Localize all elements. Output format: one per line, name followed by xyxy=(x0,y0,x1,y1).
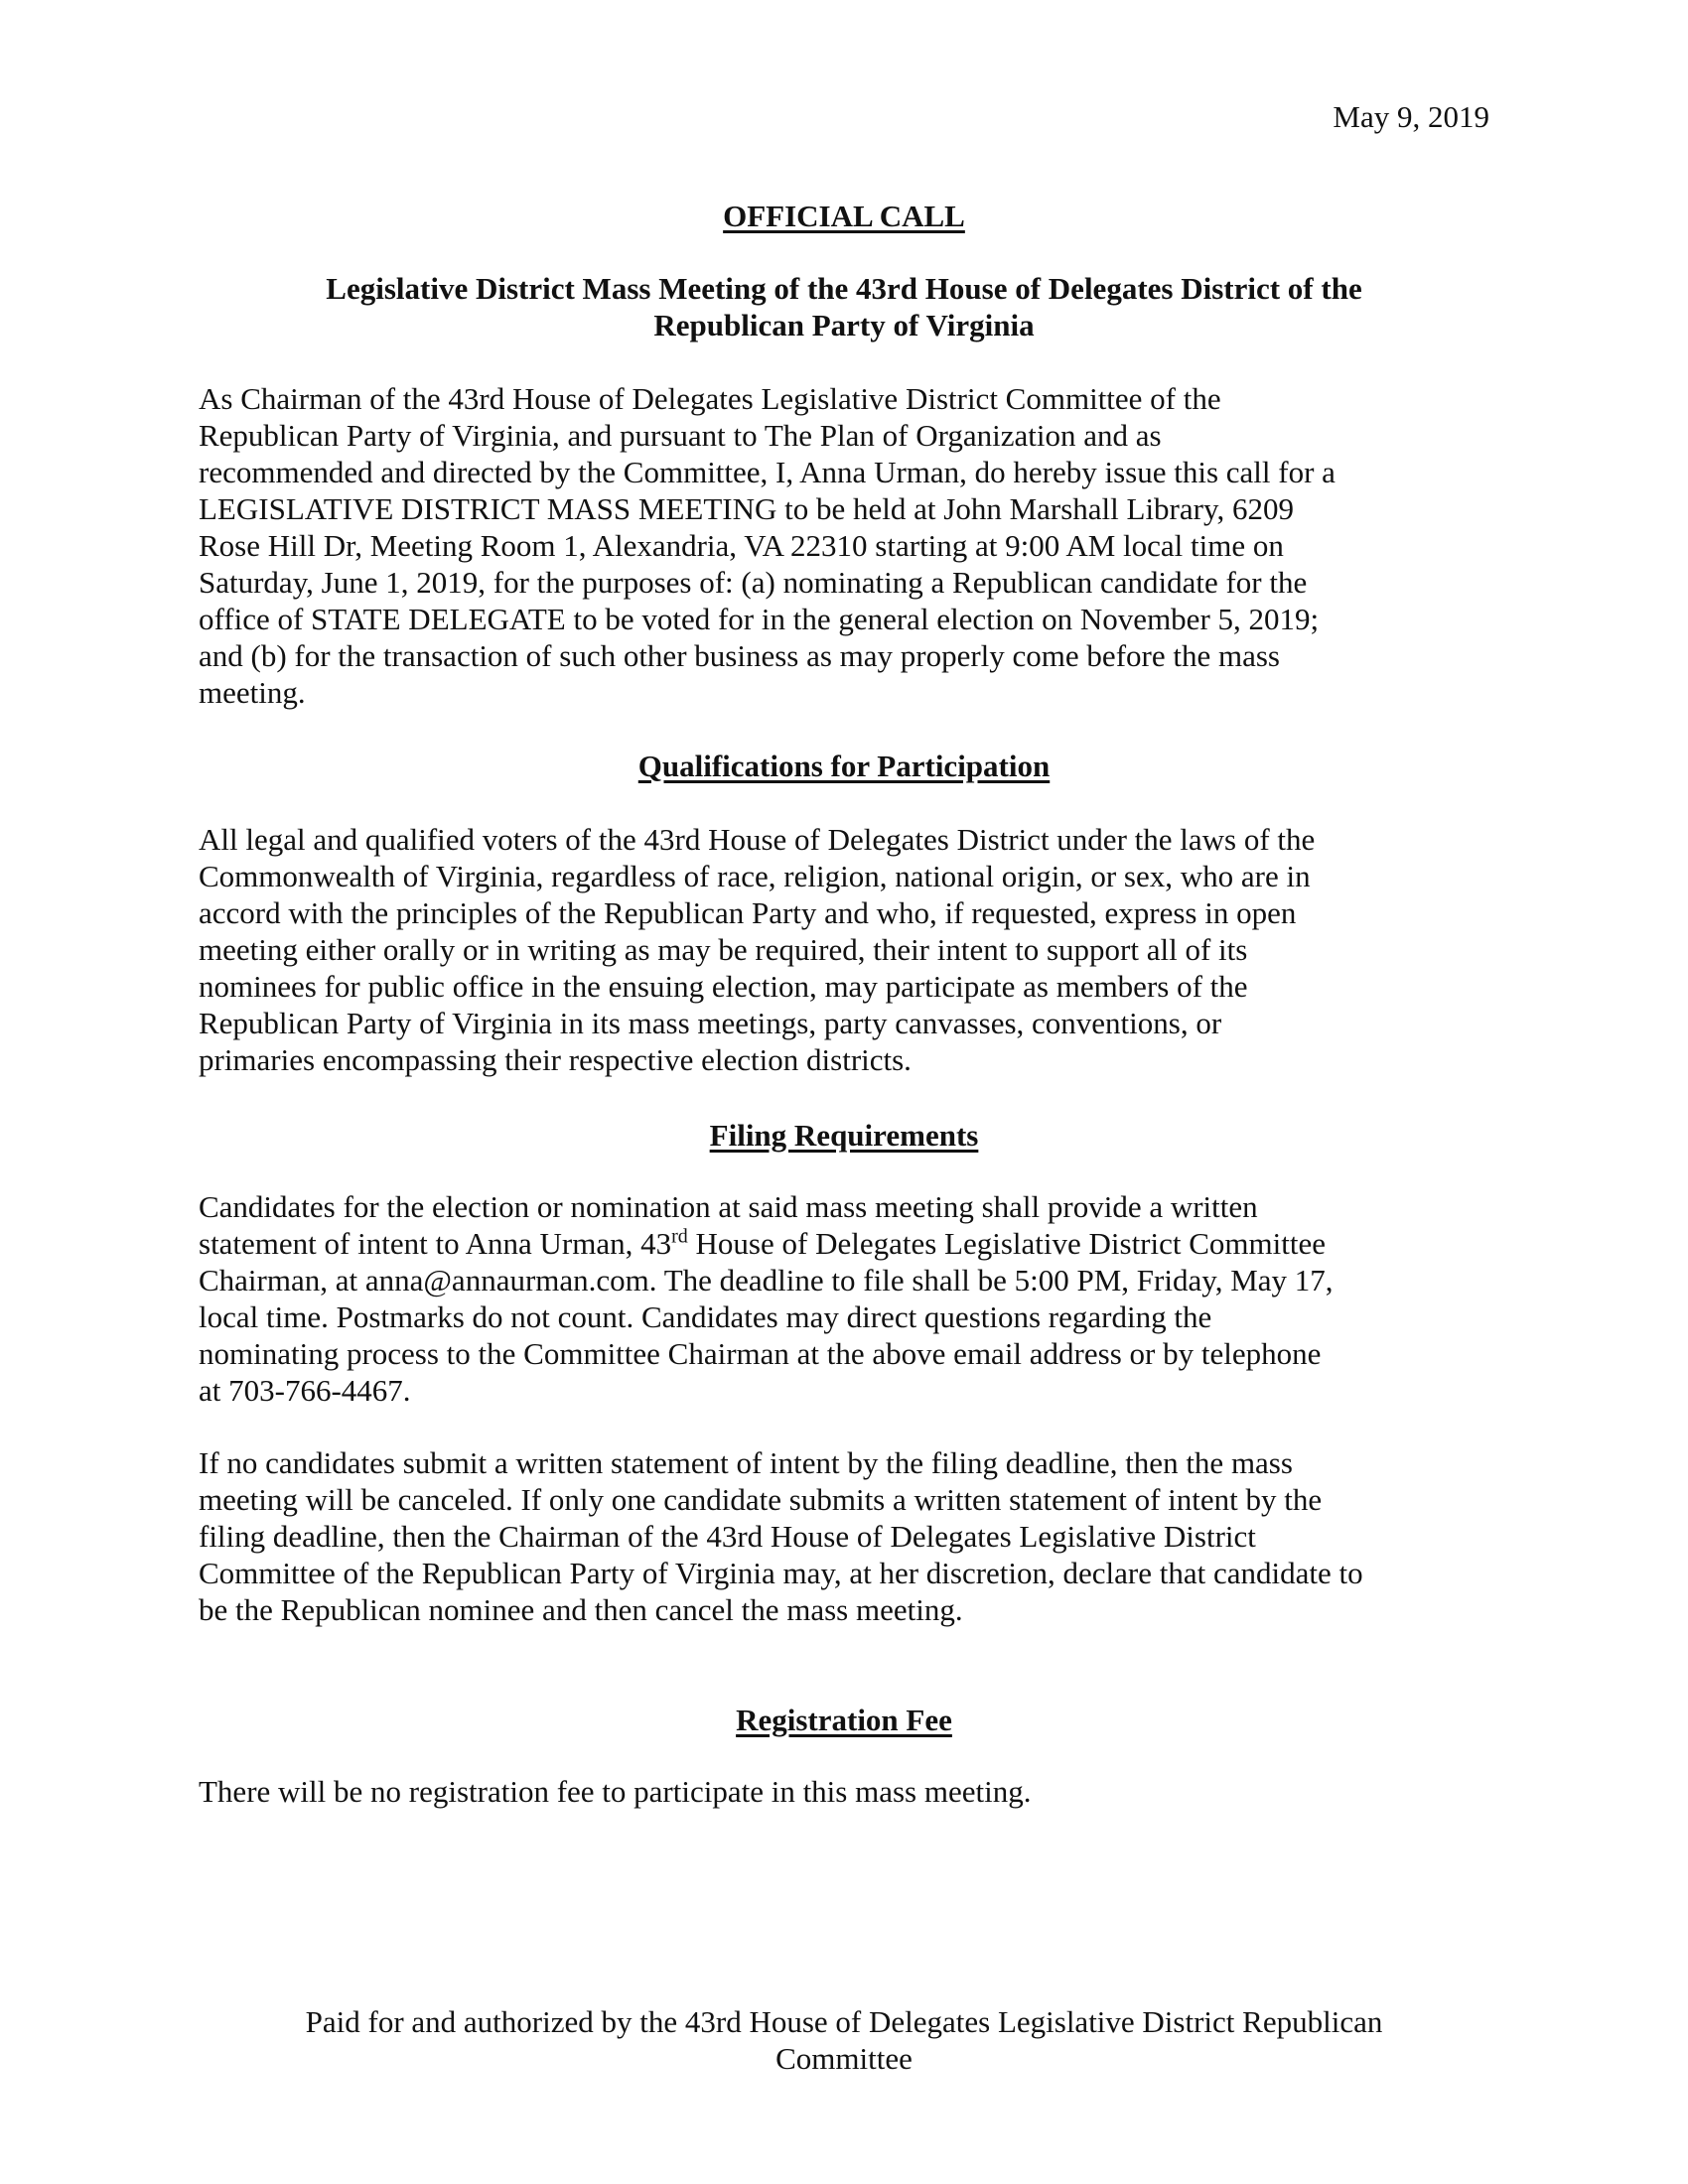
filing-paragraph-1 xyxy=(199,1188,1489,1409)
qualifications-line: meeting either orally or in writing as may be required, their intent to support all of its xyxy=(199,932,1248,967)
document-date: May 9, 2019 xyxy=(1333,99,1489,134)
ordinal-suffix: rd xyxy=(671,1225,688,1248)
filing-line: filing deadline, then the Chairman of the 43rd House of Delegates Legislative District xyxy=(199,1519,1256,1554)
filing-line: local time. Postmarks do not count. Candidates may direct questions regarding the xyxy=(199,1299,1212,1334)
intro-line: office of STATE DELEGATE to be voted for in the general election on November 5, 2019; xyxy=(199,602,1320,636)
document-subtitle xyxy=(238,270,1450,343)
filing-line-part: statement of intent to Anna Urman, 43 xyxy=(199,1226,672,1261)
document-title: OFFICIAL CALL xyxy=(723,199,965,233)
intro-line: Saturday, June 1, 2019, for the purposes of: (a) nominating a Republican candidate for the xyxy=(199,565,1308,600)
intro-line: meeting. xyxy=(199,675,306,710)
document-page xyxy=(199,0,1489,2184)
intro-line: Rose Hill Dr, Meeting Room 1, Alexandria, VA 22310 starting at 9:00 AM local time on xyxy=(199,528,1284,563)
qualifications-line: primaries encompassing their respective election districts. xyxy=(199,1042,912,1077)
registration-line: There will be no registration fee to participate in this mass meeting. xyxy=(199,1774,1032,1809)
qualifications-line: All legal and qualified voters of the 43rd House of Delegates District under the laws of the xyxy=(199,822,1316,857)
qualifications-paragraph xyxy=(199,821,1489,1078)
filing-line: If no candidates submit a written statement of intent by the filing deadline, then the mass xyxy=(199,1445,1293,1480)
filing-line: nominating process to the Committee Chairman at the above email address or by telephone xyxy=(199,1336,1322,1371)
filing-line: Committee of the Republican Party of Virginia may, at her discretion, declare that candidate to xyxy=(199,1556,1363,1590)
filing-line: meeting will be canceled. If only one candidate submits a written statement of intent by the xyxy=(199,1482,1323,1517)
paid-for-footer xyxy=(199,2003,1489,2077)
qualifications-line: accord with the principles of the Republican Party and who, if requested, express in open xyxy=(199,895,1297,930)
filing-paragraph-2 xyxy=(199,1444,1489,1628)
filing-line: Chairman, at anna@annaurman.com. The deadline to file shall be 5:00 PM, Friday, May 17, xyxy=(199,1263,1334,1297)
filing-line-part: House of Delegates Legislative District Committee xyxy=(687,1226,1327,1261)
registration-heading: Registration Fee xyxy=(736,1703,952,1737)
filing-line xyxy=(199,1225,1489,1262)
footer-line-2: Committee xyxy=(775,2041,913,2076)
filing-heading: Filing Requirements xyxy=(709,1118,979,1153)
subtitle-line-2: Republican Party of Virginia xyxy=(653,308,1035,342)
intro-line: recommended and directed by the Committee, I, Anna Urman, do hereby issue this call for a xyxy=(199,455,1336,489)
registration-paragraph xyxy=(199,1773,1489,1810)
filing-line: Candidates for the election or nomination at said mass meeting shall provide a written xyxy=(199,1189,1258,1224)
intro-paragraph xyxy=(199,380,1489,711)
intro-line: and (b) for the transaction of such other business as may properly come before the mass xyxy=(199,638,1280,673)
intro-line: LEGISLATIVE DISTRICT MASS MEETING to be held at John Marshall Library, 6209 xyxy=(199,491,1294,526)
footer-line-1: Paid for and authorized by the 43rd House of Delegates Legislative District Republican xyxy=(305,2004,1383,2039)
intro-line: As Chairman of the 43rd House of Delegates Legislative District Committee of the xyxy=(199,381,1221,416)
filing-line: be the Republican nominee and then cancel the mass meeting. xyxy=(199,1592,963,1627)
qualifications-heading: Qualifications for Participation xyxy=(637,749,1051,783)
qualifications-line: Commonwealth of Virginia, regardless of race, religion, national origin, or sex, who are in xyxy=(199,859,1311,893)
filing-line: at 703-766-4467. xyxy=(199,1373,411,1408)
qualifications-line: nominees for public office in the ensuing election, may participate as members of the xyxy=(199,969,1248,1004)
intro-line: Republican Party of Virginia, and pursuant to The Plan of Organization and as xyxy=(199,418,1162,453)
subtitle-line-1: Legislative District Mass Meeting of the 43rd House of Delegates District of the xyxy=(326,271,1362,306)
qualifications-line: Republican Party of Virginia in its mass meetings, party canvasses, conventions, or xyxy=(199,1006,1222,1040)
